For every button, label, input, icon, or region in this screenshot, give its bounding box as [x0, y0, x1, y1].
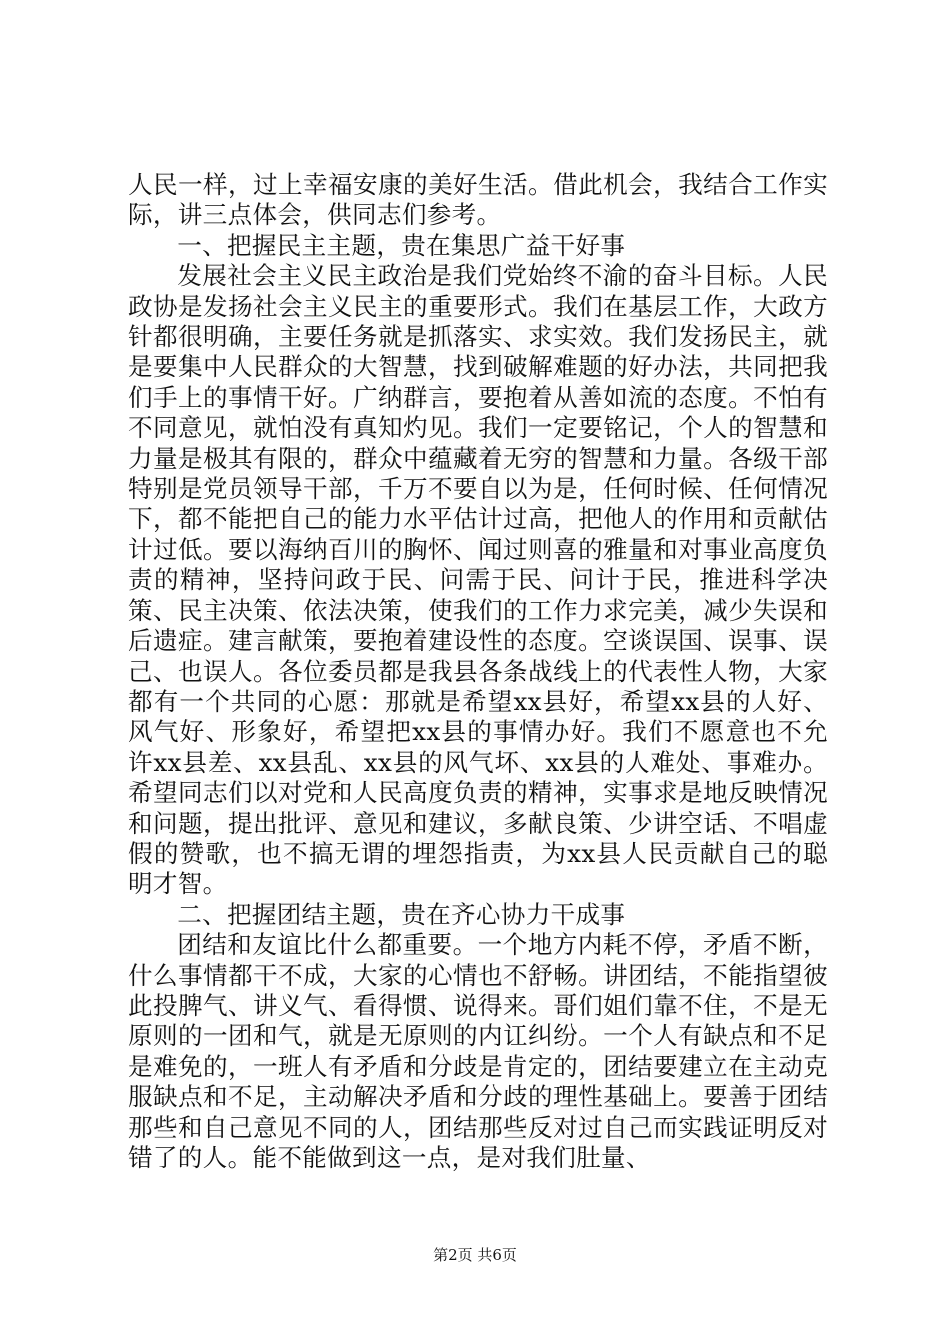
paragraph-intro: 人民一样，过上幸福安康的美好生活。借此机会，我结合工作实际，讲三点体会，供同志们参考。: [128, 170, 828, 230]
document-body: [128, 170, 828, 1173]
section-heading-unity: 二、把握团结主题，贵在齐心协力干成事: [177, 899, 626, 929]
page-number-footer: 第2页 共6页: [433, 1246, 517, 1264]
section-heading-democracy: 一、把握民主主题，贵在集思广益干好事: [177, 230, 626, 260]
paragraph-unity: 团结和友谊比什么都重要。一个地方内耗不停，矛盾不断，什么事情都干不成，大家的心情也不舒畅。讲团结，不能指望彼此投脾气、讲义气、看得惯、说得来。哥们姐们靠不住，不是无原则的一团和气，就是无原则的内讧纠纷。一个人有缺点和不足是难免的，一班人有矛盾和分歧是肯定的，团结要建立在主动克服缺点和不足，主动解决矛盾和分歧的理性基础上。要善于团结那些和自己意见不同的人，团结那些反对过自己而实践证明反对错了的人。能不能做到这一点，是对我们肚量、: [128, 930, 828, 1172]
paragraph-democracy: 发展社会主义民主政治是我们党始终不渝的奋斗目标。人民政协是发扬社会主义民主的重要形式。我们在基层工作，大政方针都很明确，主要任务就是抓落实、求实效。我们发扬民主，就是要集中人民群众的大智慧，找到破解难题的好办法，共同把我们手上的事情干好。广纳群言，要抱着从善如流的态度。不怕有不同意见，就怕没有真知灼见。我们一定要铭记，个人的智慧和力量是极其有限的，群众中蕴藏着无穷的智慧和力量。各级干部特别是党员领导干部，千万不要自以为是，任何时候、任何情况下，都不能把自己的能力水平估计过高，把他人的作用和贡献估计过低。要以海纳百川的胸怀、闻过则喜的雅量和对事业高度负责的精神，坚持问政于民、问需于民、问计于民，推进科学决策、民主决策、依法决策，使我们的工作力求完美，减少失误和后遗症。建言献策，要抱着建设性的态度。空谈误国、误事、误己、也误人。各位委员都是我县各条战线上的代表性人物，大家都有一个共同的心愿：那就是希望xx县好，希望xx县的人好、风气好、形象好，希望把xx县的事情办好。我们不愿意也不允许xx县差、xx县乱、xx县的风气坏、xx县的人难处、事难办。希望同志们以对党和人民高度负责的精神，实事求是地反映情况和问题，提出批评、意见和建议，多献良策、少讲空话、不唱虚假的赞歌，也不搞无谓的埋怨指责，为xx县人民贡献自己的聪明才智。: [128, 261, 828, 899]
